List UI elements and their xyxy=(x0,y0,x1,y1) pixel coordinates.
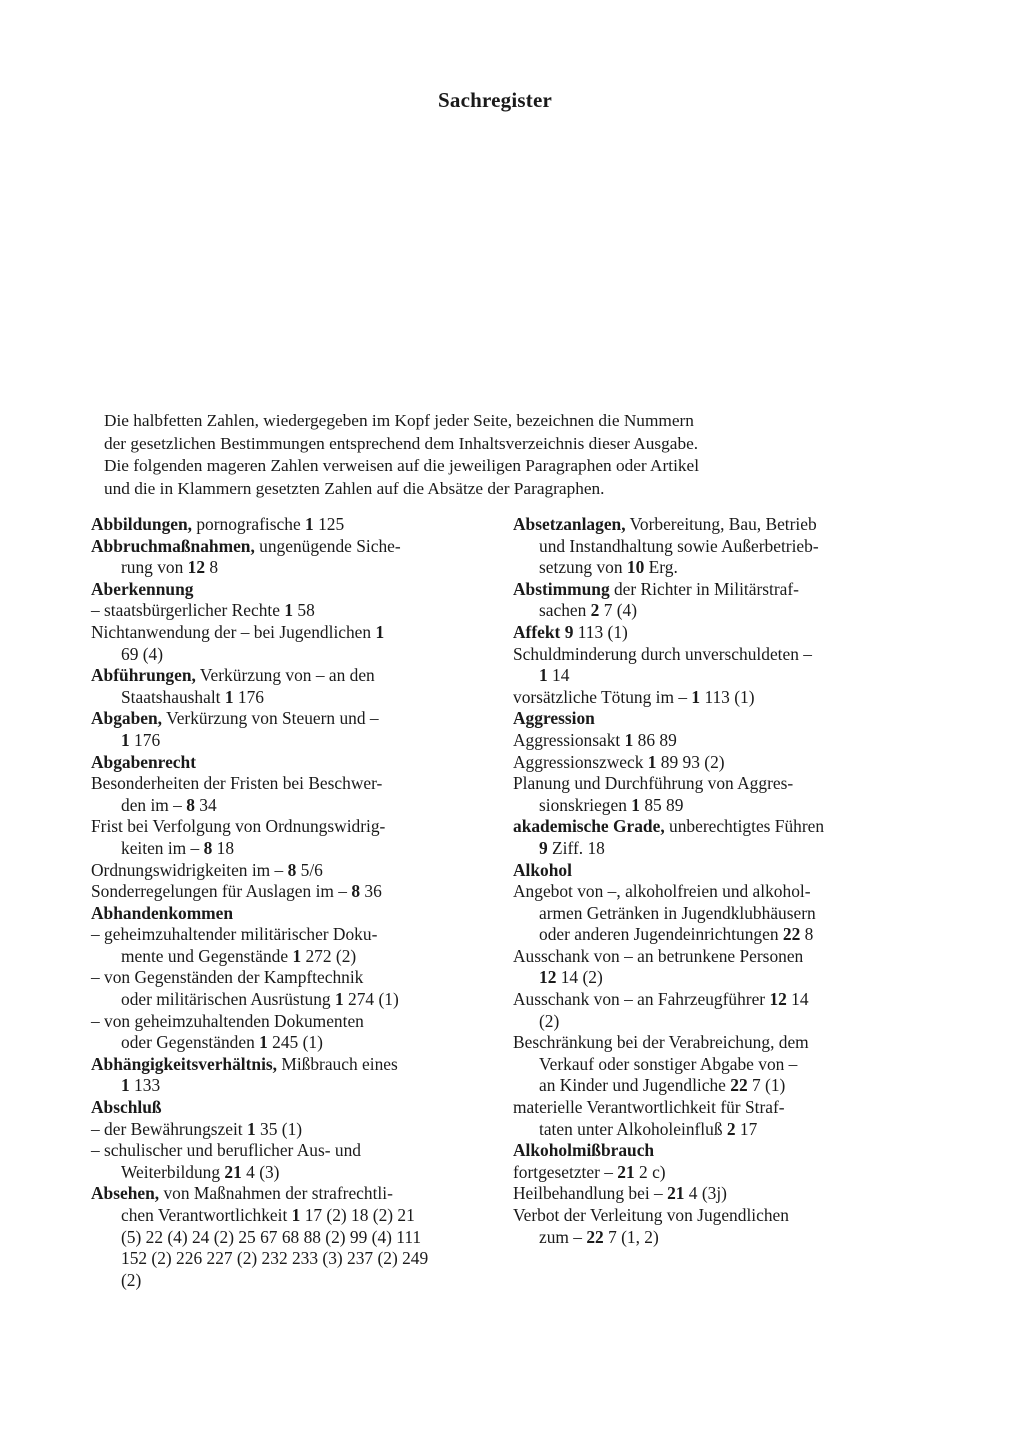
index-bold-text: 1 xyxy=(246,1118,256,1139)
index-bold-text: 1 xyxy=(539,665,548,686)
page-title: Sachregister xyxy=(438,88,552,112)
index-bold-text: Abschluß xyxy=(91,1097,162,1118)
index-entry-line xyxy=(513,1075,908,1097)
index-text: 89 93 (2) xyxy=(656,751,725,772)
index-entry-line xyxy=(513,1227,908,1249)
index-entry-line xyxy=(91,752,486,774)
index-bold-text: Abgabenrecht xyxy=(91,751,196,772)
index-text: ungenügende Siche- xyxy=(254,535,401,556)
index-bold-text: 8 xyxy=(186,794,195,815)
index-entry-line xyxy=(91,816,486,838)
index-text: 18 xyxy=(212,837,235,858)
index-text: – schulischer und beruflicher Aus- und xyxy=(91,1140,361,1161)
index-entry-line xyxy=(513,816,908,838)
index-text: 14 (2) xyxy=(556,967,603,988)
index-entry-line xyxy=(91,1011,486,1033)
index-text: Besonderheiten der Fristen bei Beschwer- xyxy=(91,773,383,794)
intro-line: und die in Klammern gesetzten Zahlen auf die Absätze der Paragraphen. xyxy=(104,478,605,498)
index-entry-line xyxy=(91,795,486,817)
index-text: unberechtigtes Führen xyxy=(664,816,825,837)
index-bold-text: Alkoholmißbrauch xyxy=(513,1140,655,1161)
index-entry-line xyxy=(513,708,908,730)
index-bold-text: 8 xyxy=(287,859,297,880)
index-entry-line xyxy=(513,1011,908,1033)
index-entry-line xyxy=(513,579,908,601)
index-text: 176 xyxy=(233,686,264,707)
index-text: den im – xyxy=(121,794,187,815)
index-text: taten unter Alkoholeinfluß xyxy=(539,1118,727,1139)
index-text: Aggressionszweck xyxy=(513,751,648,772)
index-bold-text: 22 xyxy=(586,1226,604,1247)
index-text: Sonderregelungen für Auslagen im – xyxy=(91,881,352,902)
index-bold-text: 1 xyxy=(305,514,314,534)
index-text: 133 xyxy=(129,1075,161,1096)
index-entry-line xyxy=(513,1205,908,1227)
index-bold-text: Abbruchmaßnahmen, xyxy=(91,535,255,556)
index-bold-text: 8 xyxy=(203,837,213,858)
index-entry-line xyxy=(513,536,908,558)
index-text: 58 xyxy=(293,600,315,621)
index-entry-line xyxy=(513,557,908,579)
index-text: – der Bewährungszeit xyxy=(91,1118,247,1139)
index-bold-text: 1 xyxy=(121,1075,130,1096)
index-bold-text: akademische Grade, xyxy=(513,816,665,837)
index-text: 176 xyxy=(129,729,161,750)
index-entry-line xyxy=(91,557,486,579)
index-entry-line xyxy=(513,1140,908,1162)
index-text: Ausschank von – an Fahrzeugführer xyxy=(513,989,770,1010)
index-entry-line xyxy=(513,773,908,795)
index-bold-text: 1 xyxy=(284,600,294,621)
index-text: vorsätzliche Tötung im – xyxy=(513,686,692,707)
index-entry-line xyxy=(91,622,486,644)
index-bold-text: Abhängigkeitsverhältnis, xyxy=(91,1053,278,1074)
index-bold-text: 21 xyxy=(617,1161,635,1182)
index-text: Beschränkung bei der Verabreichung, dem xyxy=(513,1032,809,1053)
index-text: Frist bei Verfolgung von Ordnungswidrig- xyxy=(91,816,386,837)
index-entry-line xyxy=(91,514,486,536)
index-entry-line xyxy=(91,1032,486,1054)
index-entry-line xyxy=(91,773,486,795)
index-text: 7 (1) xyxy=(747,1075,786,1096)
index-text: 17 xyxy=(735,1118,758,1139)
index-bold-text: 1 xyxy=(224,686,234,707)
index-entry-line xyxy=(513,644,908,666)
index-text: 35 (1) xyxy=(255,1118,303,1139)
index-text: Ordnungswidrigkeiten im – xyxy=(91,859,288,880)
index-entry-line xyxy=(91,1162,486,1184)
index-text: (2) xyxy=(121,1269,142,1290)
index-entry-line xyxy=(513,622,908,644)
index-text: – staatsbürgerlicher Rechte xyxy=(91,600,285,621)
index-text: 152 (2) 226 227 (2) 232 233 (3) 237 (2) 249 xyxy=(121,1248,429,1269)
index-text: Ziff. 18 xyxy=(547,837,605,858)
index-text: 274 (1) xyxy=(343,989,399,1010)
index-text: Planung und Durchführung von Aggres- xyxy=(513,773,794,794)
index-entry-line xyxy=(513,881,908,903)
index-column-left xyxy=(91,514,486,1291)
index-entry-line xyxy=(91,946,486,968)
index-text: Angebot von –, alkoholfreien und alkohol- xyxy=(513,881,811,902)
index-text: 5/6 xyxy=(296,859,323,880)
index-entry-line xyxy=(513,1097,908,1119)
index-bold-text: Abführungen, xyxy=(91,665,196,686)
index-bold-text: Abbildungen, xyxy=(91,514,193,534)
index-entry-line xyxy=(91,579,486,601)
index-entry-line xyxy=(91,644,486,666)
index-text: von Maßnahmen der strafrechtli- xyxy=(159,1183,393,1204)
index-entry-line xyxy=(91,924,486,946)
index-text: 272 (2) xyxy=(301,945,357,966)
intro-line: Die folgenden mageren Zahlen verweisen auf die jeweiligen Paragraphen oder Artikel xyxy=(104,456,699,475)
index-bold-text: 22 xyxy=(730,1075,748,1096)
index-text: pornografische xyxy=(192,514,306,534)
index-text: (5) 22 (4) 24 (2) 25 67 68 88 (2) 99 (4) 111 xyxy=(121,1226,422,1247)
index-text: Aggressionsakt xyxy=(513,729,625,750)
index-text: 113 (1) xyxy=(700,686,755,707)
index-entry-line xyxy=(91,881,486,903)
index-text: Weiterbildung xyxy=(121,1161,225,1182)
index-bold-text: 21 xyxy=(667,1183,685,1204)
index-bold-text: 9 xyxy=(539,837,548,858)
index-text: rung von xyxy=(121,557,188,578)
index-text: oder militärischen Ausrüstung xyxy=(121,989,335,1010)
index-entry-line xyxy=(91,1270,486,1292)
index-entry-line xyxy=(513,514,908,536)
index-entry-line xyxy=(513,946,908,968)
index-entry-line xyxy=(91,860,486,882)
index-entry-line xyxy=(513,1162,908,1184)
intro-line: Die halbfetten Zahlen, wiedergegeben im Kopf jeder Seite, bezeichnen die Nummern xyxy=(104,411,694,430)
index-text: Verbot der Verleitung von Jugendlichen xyxy=(513,1205,789,1225)
index-bold-text: 9 xyxy=(564,621,574,642)
index-text: 69 (4) xyxy=(121,643,164,664)
index-bold-text: 1 xyxy=(647,751,657,772)
index-column-right xyxy=(513,514,908,1248)
index-text: keiten im – xyxy=(121,837,204,858)
index-bold-text: 10 xyxy=(626,557,645,578)
index-entry-line xyxy=(91,730,486,752)
index-text: 125 xyxy=(313,514,345,534)
index-entry-line xyxy=(91,708,486,730)
index-entry-line xyxy=(513,860,908,882)
index-text: 113 (1) xyxy=(573,621,628,642)
index-bold-text: 1 xyxy=(259,1032,268,1053)
index-text: 7 (1, 2) xyxy=(603,1226,659,1247)
index-entry-line xyxy=(91,1227,486,1249)
index-entry-line xyxy=(513,1032,908,1054)
index-text: Heilbehandlung bei – xyxy=(513,1183,668,1204)
index-text: 34 xyxy=(194,794,217,815)
index-text: Mißbrauch eines xyxy=(277,1053,398,1074)
index-bold-text: 1 xyxy=(375,621,385,642)
intro-line: der gesetzlichen Bestimmungen entsprechend dem Inhaltsverzeichnis dieser Ausgabe. xyxy=(104,433,699,453)
index-entry-line xyxy=(91,1054,486,1076)
index-bold-text: Alkohol xyxy=(513,859,572,880)
index-bold-text: 1 xyxy=(624,729,634,750)
index-bold-text: 1 xyxy=(691,686,701,707)
index-entry-line xyxy=(513,795,908,817)
index-text: und Instandhaltung sowie Außerbetrieb- xyxy=(539,535,819,556)
index-bold-text: 12 xyxy=(187,557,206,578)
index-entry-line xyxy=(91,967,486,989)
index-text: 14 xyxy=(786,989,809,1010)
index-entry-line xyxy=(91,1119,486,1141)
index-text: 7 (4) xyxy=(599,600,638,621)
index-entry-line xyxy=(513,1054,908,1076)
index-text: – geheimzuhaltender militärischer Doku- xyxy=(91,924,378,945)
index-text: armen Getränken in Jugendklubhäusern xyxy=(539,902,816,923)
index-entry-line xyxy=(91,1248,486,1270)
index-entry-line xyxy=(513,1183,908,1205)
index-entry-line xyxy=(91,838,486,860)
index-text: setzung von xyxy=(539,557,627,578)
index-entry-line xyxy=(91,903,486,925)
index-bold-text: 1 xyxy=(121,729,130,750)
index-entry-line xyxy=(91,536,486,558)
index-bold-text: 2 xyxy=(726,1118,736,1139)
index-text: 4 (3j) xyxy=(684,1183,727,1204)
index-text: – von Gegenständen der Kampftechnik xyxy=(91,967,364,988)
index-text: 8 xyxy=(205,557,219,578)
index-text: an Kinder und Jugendliche xyxy=(539,1075,731,1096)
index-entry-line xyxy=(91,1183,486,1205)
index-text: Erg. xyxy=(644,557,678,578)
index-text: Ausschank von – an betrunkene Personen xyxy=(513,945,804,966)
index-text: Verkauf oder sonstiger Abgabe von – xyxy=(539,1053,798,1074)
index-entry-line xyxy=(513,752,908,774)
index-bold-text: 8 xyxy=(351,881,361,902)
index-bold-text: Aggression xyxy=(513,708,595,729)
index-entry-line xyxy=(513,665,908,687)
index-bold-text: 12 xyxy=(769,989,787,1010)
index-text: 36 xyxy=(360,881,382,902)
index-bold-text: Affekt xyxy=(513,621,561,642)
index-entry-line xyxy=(91,1205,486,1227)
index-text: Staatshaushalt xyxy=(121,686,225,707)
index-text: 85 89 xyxy=(639,794,684,815)
index-bold-text: Abhandenkommen xyxy=(91,902,234,923)
index-entry-line xyxy=(513,687,908,709)
index-entry-line xyxy=(91,1140,486,1162)
index-entry-line xyxy=(91,1075,486,1097)
index-text: Verkürzung von – an den xyxy=(195,665,375,686)
index-text: oder Gegenständen xyxy=(121,1032,260,1053)
index-bold-text: 1 xyxy=(291,1205,301,1225)
index-text: 2 c) xyxy=(634,1161,666,1182)
index-bold-text: 12 xyxy=(539,967,557,988)
index-bold-text: 2 xyxy=(590,600,600,621)
index-text: sachen xyxy=(539,600,591,621)
index-bold-text: 22 xyxy=(782,924,801,945)
index-entry-line xyxy=(513,730,908,752)
index-text: zum – xyxy=(539,1226,587,1247)
index-entry-line xyxy=(91,1097,486,1119)
index-text: sionskriegen xyxy=(539,794,632,815)
index-entry-line xyxy=(513,989,908,1011)
index-entry-line xyxy=(513,903,908,925)
index-text: (2) xyxy=(539,1010,560,1031)
index-entry-line xyxy=(91,665,486,687)
index-entry-line xyxy=(513,924,908,946)
index-entry-line xyxy=(91,600,486,622)
index-text: fortgesetzter – xyxy=(513,1161,618,1182)
index-bold-text: Aberkennung xyxy=(91,578,194,599)
index-text: – von geheimzuhaltenden Dokumenten xyxy=(91,1010,364,1031)
index-text: 14 xyxy=(547,665,570,686)
index-bold-text: 21 xyxy=(224,1161,242,1182)
index-text: mente und Gegenstände xyxy=(121,945,293,966)
index-text: 86 89 xyxy=(633,729,677,750)
index-text: Schuldminderung durch unverschuldeten – xyxy=(513,643,812,664)
index-entry-line xyxy=(91,687,486,709)
index-bold-text: Absetzanlagen, xyxy=(513,514,626,534)
index-bold-text: Abstimmung xyxy=(513,578,610,599)
index-text: Nichtanwendung der – bei Jugendlichen xyxy=(91,621,376,642)
index-entry-line xyxy=(513,600,908,622)
index-text: chen Verantwortlichkeit xyxy=(121,1205,292,1225)
index-text: 4 (3) xyxy=(241,1161,280,1182)
index-text: materielle Verantwortlichkeit für Straf- xyxy=(513,1097,785,1118)
index-entry-line xyxy=(513,1119,908,1141)
index-entry-line xyxy=(513,967,908,989)
index-entry-line xyxy=(513,838,908,860)
index-bold-text: Abgaben, xyxy=(91,708,163,729)
index-bold-text: 1 xyxy=(631,794,640,815)
index-text: oder anderen Jugendeinrichtungen xyxy=(539,924,783,945)
index-text: Verkürzung von Steuern und – xyxy=(162,708,379,729)
index-text: 17 (2) 18 (2) 21 xyxy=(300,1205,415,1225)
index-text: 8 xyxy=(800,924,814,945)
index-bold-text: 1 xyxy=(292,945,302,966)
intro-paragraph xyxy=(104,410,894,500)
index-bold-text: Absehen, xyxy=(91,1183,160,1204)
index-text: 245 (1) xyxy=(267,1032,323,1053)
index-bold-text: 1 xyxy=(334,989,344,1010)
index-text: Vorbereitung, Bau, Betrieb xyxy=(625,514,817,534)
index-text: der Richter in Militärstraf- xyxy=(609,578,799,599)
index-entry-line xyxy=(91,989,486,1011)
